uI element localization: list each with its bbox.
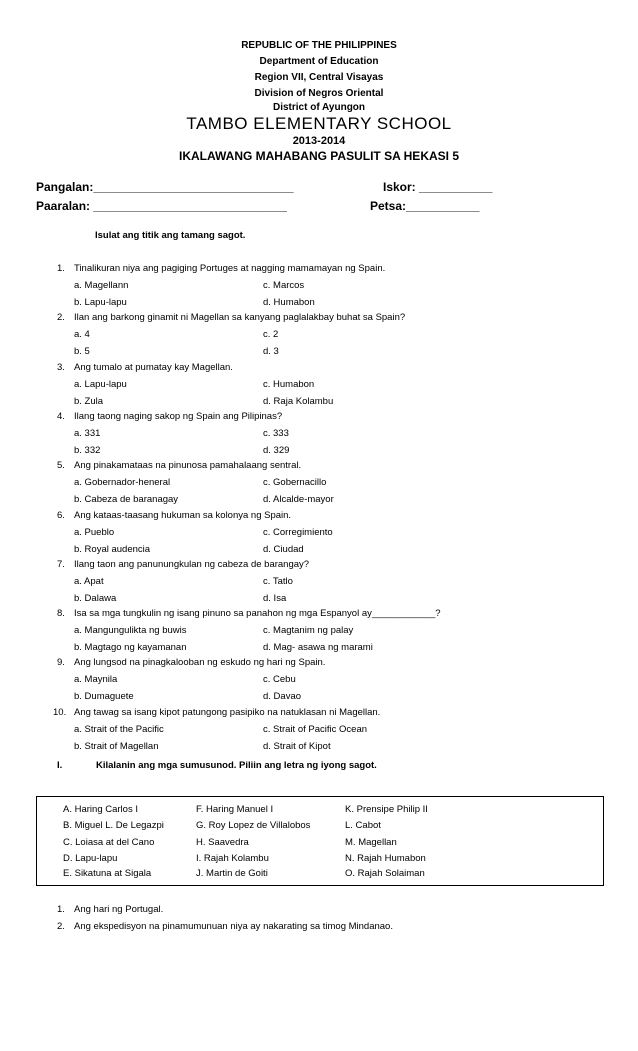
choice-option: B. Miguel L. De Legazpi <box>63 820 164 831</box>
choice-d: d. Raja Kolambu <box>263 395 334 407</box>
choice-d: d. Humabon <box>263 297 315 308</box>
choice-a: a. Pueblo <box>74 526 115 538</box>
question-text: Ang pinakamataas na pinunosa pamahalaang sentral. <box>74 460 302 472</box>
choice-c: c. Marcos <box>263 280 305 291</box>
choice-a: a. Apat <box>74 575 104 587</box>
choice-d: d. Strait of Kipot <box>263 740 331 752</box>
choice-c: c. Strait of Pacific Ocean <box>263 723 368 735</box>
date-field: Petsa:___________ <box>370 199 480 213</box>
header-division: Division of Negros Oriental <box>254 88 384 99</box>
choice-c: c. Magtanim ng palay <box>263 625 354 637</box>
choice-a: a. Strait of the Pacific <box>74 723 164 735</box>
choice-a: a. Mangungulikta ng buwis <box>74 625 187 637</box>
question-number: 2. <box>57 312 65 324</box>
item-number: 2. <box>57 921 65 932</box>
choice-c: c. Corregimiento <box>263 526 333 538</box>
part2-number: I. <box>57 760 63 771</box>
choice-option: O. Rajah Solaiman <box>345 868 425 879</box>
choice-d: d. 329 <box>263 444 290 456</box>
name-field: Pangalan:______________________________ <box>36 180 294 194</box>
choice-a: a. 4 <box>74 329 90 341</box>
school-field: Paaralan: _____________________________ <box>36 199 287 213</box>
choice-option: G. Roy Lopez de Villalobos <box>196 820 311 831</box>
choice-a: a. Lapu-lapu <box>74 378 127 390</box>
choice-b: b. Dumaguete <box>74 691 134 703</box>
school-year: 2013-2014 <box>292 135 346 147</box>
choice-a: a. Magellann <box>74 280 129 291</box>
choice-a: a. Maynila <box>74 674 118 686</box>
choice-b: b. Zula <box>74 395 104 407</box>
choice-b: b. Magtago ng kayamanan <box>74 642 187 654</box>
choice-option: H. Saavedra <box>196 837 249 848</box>
choice-b: b. Dalawa <box>74 592 117 604</box>
question-text: Ang kataas-taasang hukuman sa kolonya ng Spain. <box>74 509 292 521</box>
choice-option: M. Magellan <box>345 837 397 848</box>
question-number: 9. <box>57 657 65 669</box>
choice-c: c. 2 <box>263 329 279 341</box>
score-field: Iskor: ___________ <box>383 180 493 194</box>
question-number: 10. <box>53 706 67 718</box>
choice-a: a. Gobernador-heneral <box>74 477 171 489</box>
question-text: Ilang taon ang panunungkulan ng cabeza de barangay? <box>74 558 310 570</box>
choice-b: b. Strait of Magellan <box>74 740 159 752</box>
choice-d: d. Alcalde-mayor <box>263 494 334 506</box>
choice-option: C. Loiasa at del Cano <box>63 837 155 848</box>
exam-title: IKALAWANG MAHABANG PASULIT SA HEKASI 5 <box>178 149 459 163</box>
item-text: Ang hari ng Portugal. <box>74 904 164 915</box>
choice-option: I. Rajah Kolambu <box>196 853 269 864</box>
choice-d: d. Isa <box>263 592 287 604</box>
question-number: 3. <box>57 361 65 373</box>
header-republic: REPUBLIC OF THE PHILIPPINES <box>241 40 397 51</box>
choice-d: d. Davao <box>263 691 302 703</box>
choice-b: b. 5 <box>74 346 90 358</box>
choice-option: K. Prensipe Philip II <box>345 804 428 815</box>
choice-a: a. 331 <box>74 427 101 439</box>
choice-c: c. 333 <box>263 427 289 439</box>
choice-option: L. Cabot <box>345 820 381 831</box>
question-text: Isa sa mga tungkulin ng isang pinuno sa panahon ng mga Espanyol ay____________? <box>74 608 441 620</box>
question-text: Ilang taong naging sakop ng Spain ang Pilipinas? <box>74 410 283 422</box>
choice-option: E. Sikatuna at Sigala <box>63 868 152 879</box>
question-number: 1. <box>57 263 65 274</box>
choice-c: c. Tatlo <box>263 575 293 587</box>
question-text: Ang tawag sa isang kipot patungong pasipiko na natuklasan ni Magellan. <box>74 706 381 718</box>
question-number: 8. <box>57 608 65 620</box>
part2-instruction: Kilalanin ang mga sumusunod. Piliin ang letra ng iyong sagot. <box>96 760 377 771</box>
choice-option: J. Martin de Goiti <box>196 868 268 879</box>
choice-option: A. Haring Carlos I <box>63 804 138 815</box>
question-number: 7. <box>57 558 65 570</box>
question-text: Ang lungsod na pinagkalooban ng eskudo ng hari ng Spain. <box>74 657 326 669</box>
choice-c: c. Gobernacillo <box>263 477 327 489</box>
header-department: Department of Education <box>259 56 379 67</box>
choice-c: c. Cebu <box>263 674 296 686</box>
item-text: Ang ekspedisyon na pinamumunuan niya ay nakarating sa timog Mindanao. <box>74 921 393 932</box>
choice-option: D. Lapu-lapu <box>63 853 118 864</box>
school-name: TAMBO ELEMENTARY SCHOOL <box>186 114 452 133</box>
header-region: Region VII, Central Visayas <box>254 72 384 83</box>
question-text: Ang tumalo at pumatay kay Magellan. <box>74 361 233 373</box>
question-text: Tinalikuran niya ang pagiging Portuges at nagging mamamayan ng Spain. <box>74 263 386 274</box>
choice-c: c. Humabon <box>263 378 315 390</box>
choice-d: d. Ciudad <box>263 543 304 555</box>
question-number: 5. <box>57 460 65 472</box>
question-text: Ilan ang barkong ginamit ni Magellan sa kanyang paglalakbay buhat sa Spain? <box>74 312 406 324</box>
choice-b: b. Lapu-lapu <box>74 297 127 308</box>
instruction-part1: Isulat ang titik ang tamang sagot. <box>95 230 246 241</box>
choice-b: b. 332 <box>74 444 101 456</box>
choice-option: F. Haring Manuel I <box>196 804 274 815</box>
choice-d: d. 3 <box>263 346 279 358</box>
item-number: 1. <box>57 904 65 915</box>
header-district: District of Ayungon <box>272 102 366 113</box>
choice-b: b. Cabeza de baranagay <box>74 494 179 506</box>
choice-b: b. Royal audencia <box>74 543 151 555</box>
choice-d: d. Mag- asawa ng marami <box>263 642 373 654</box>
choice-option: N. Rajah Humabon <box>345 853 426 864</box>
question-number: 6. <box>57 509 65 521</box>
question-number: 4. <box>57 410 65 422</box>
